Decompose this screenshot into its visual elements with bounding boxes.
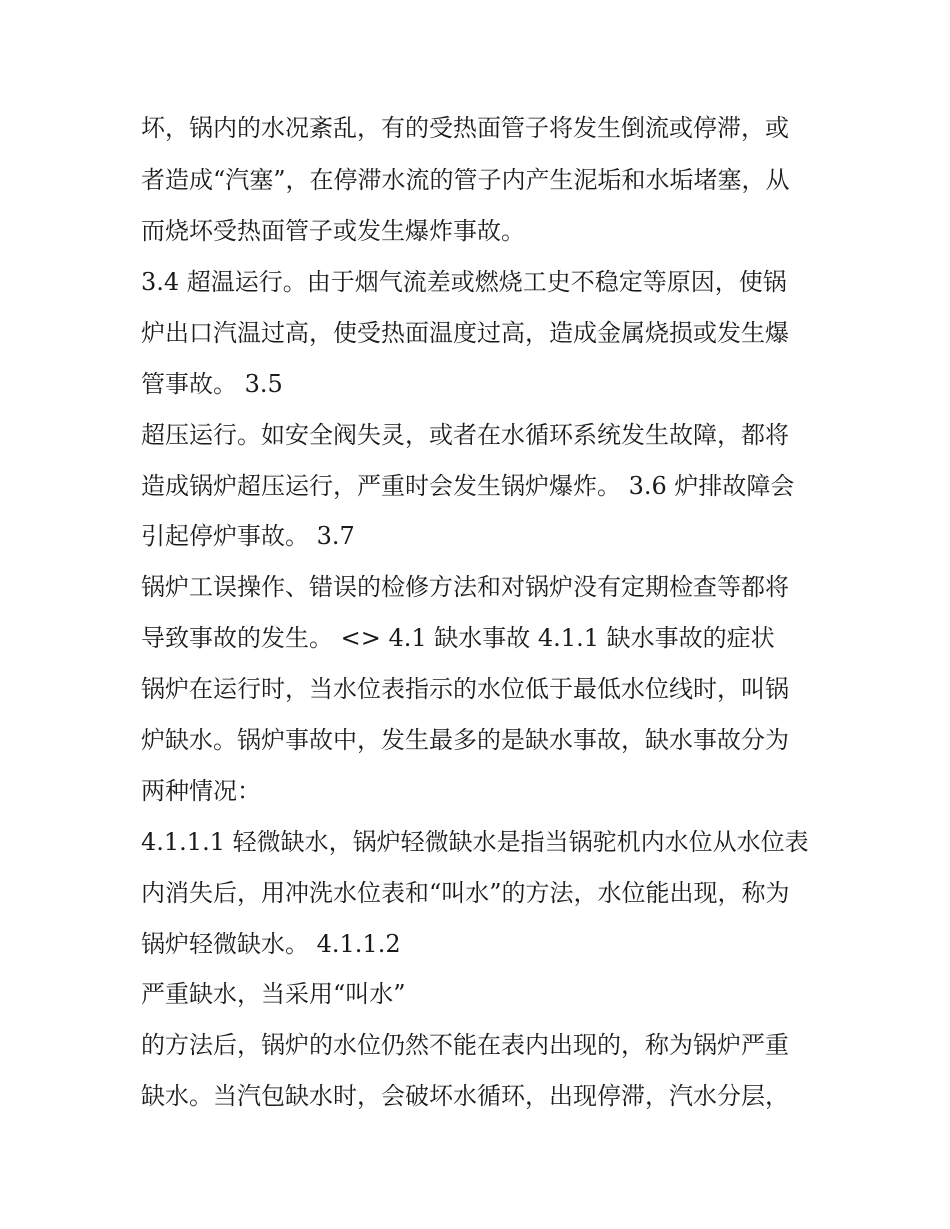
text-line: 3.4 超温运行。由于烟气流差或燃烧工史不稳定等原因，使锅 (141, 268, 787, 296)
text-line: 管事故。 3.5 (141, 370, 283, 398)
text-line: 两种情况： (141, 777, 261, 805)
text-line: 而烧坏受热面管子或发生爆炸事故。 (141, 217, 525, 245)
text-line: 严重缺水，当采用“叫水” (141, 980, 406, 1008)
text-line: 锅炉在运行时，当水位表指示的水位低于最低水位线时，叫锅 (141, 675, 789, 703)
text-line: 引起停炉事故。 3.7 (141, 522, 355, 550)
text-line: 炉缺水。锅炉事故中，发生最多的是缺水事故，缺水事故分为 (141, 726, 789, 754)
text-line: 超压运行。如安全阀失灵，或者在水循环系统发生故障，都将 (141, 421, 789, 449)
text-line: 的方法后，锅炉的水位仍然不能在表内出现的，称为锅炉严重 (141, 1031, 789, 1059)
text-line: 缺水。当汽包缺水时，会破坏水循环，出现停滞，汽水分层， (141, 1082, 789, 1110)
text-line: 炉出口汽温过高，使受热面温度过高，造成金属烧损或发生爆 (141, 319, 789, 347)
text-line: 造成锅炉超压运行，严重时会发生锅炉爆炸。 3.6 炉排故障会 (141, 472, 795, 500)
text-line: 锅炉工误操作、错误的检修方法和对锅炉没有定期检查等都将 (141, 573, 789, 601)
text-line: 内消失后，用冲洗水位表和“叫水”的方法，水位能出现，称为 (141, 879, 790, 907)
text-line: 4.1.1.1 轻微缺水，锅炉轻微缺水是指当锅驼机内水位从水位表 (141, 828, 809, 856)
text-line: 坏，锅内的水况紊乱，有的受热面管子将发生倒流或停滞，或 (141, 114, 789, 142)
text-line: 导致事故的发生。 <> 4.1 缺水事故 4.1.1 缺水事故的症状 (141, 624, 775, 652)
text-line: 锅炉轻微缺水。 4.1.1.2 (141, 930, 401, 958)
text-line: 者造成“汽塞”，在停滞水流的管子内产生泥垢和水垢堵塞，从 (141, 166, 790, 194)
